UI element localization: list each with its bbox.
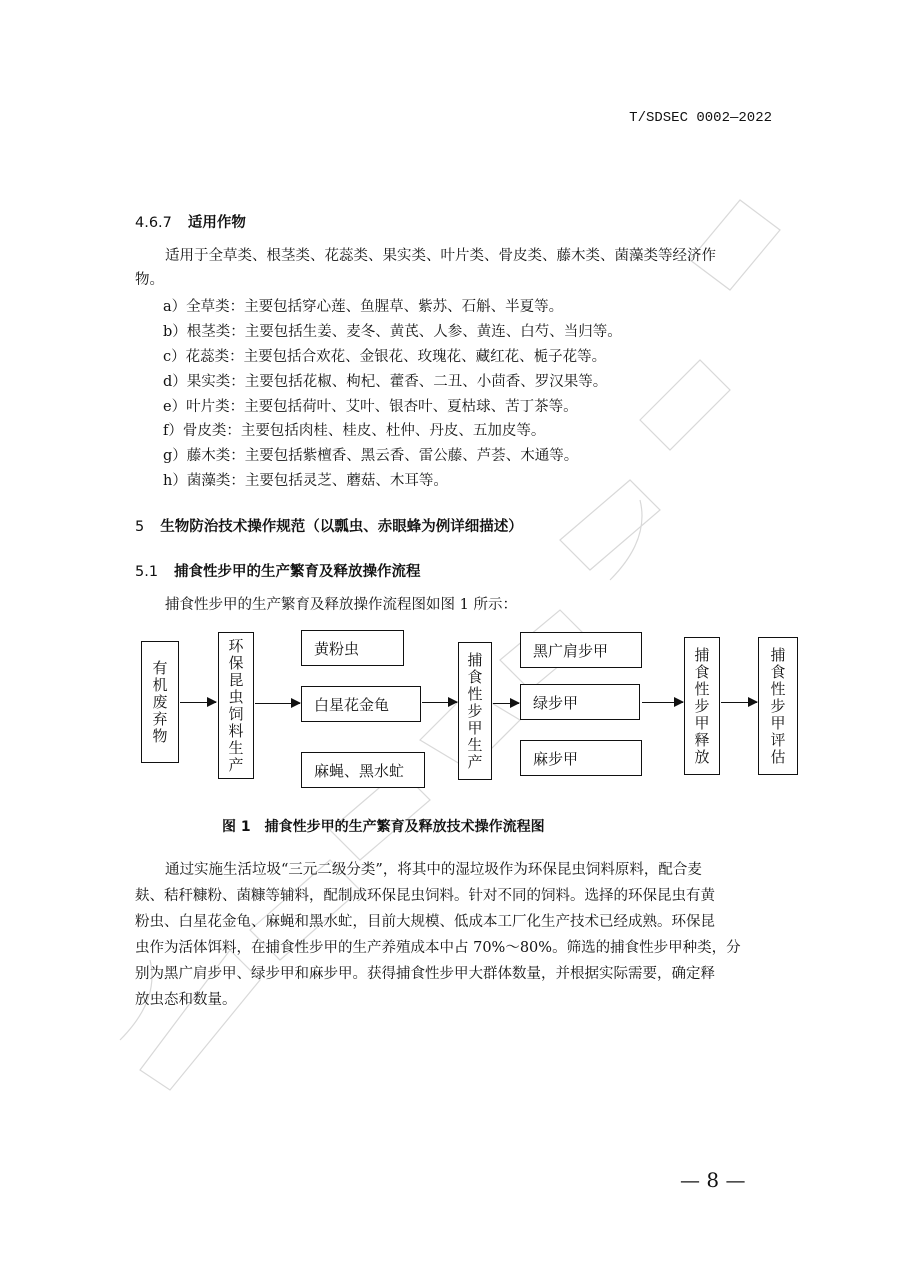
body-line: 粉虫、白星花金龟、麻蝇和黑水虻，目前大规模、低成本工厂化生产技术已经成熟。环保昆 xyxy=(135,914,715,930)
list-item: d）果实类：主要包括花椒、枸杞、藿香、二丑、小茴香、罗汉果等。 xyxy=(163,374,608,390)
body-line: 虫作为活体饵料，在捕食性步甲的生产养殖成本中占 70%～80%。筛选的捕食性步甲种类，分 xyxy=(135,940,741,956)
arrow-waste-to-feed xyxy=(180,702,216,703)
section-title: 生物防治技术操作规范（以瓢虫、赤眼蜂为例详细描述） xyxy=(160,519,523,535)
box-label: 环保昆虫饲料生产 xyxy=(228,636,244,774)
figure-caption: 图 1 捕食性步甲的生产繁育及释放技术操作流程图 xyxy=(222,819,545,835)
arrow-beetle-to-species xyxy=(493,703,519,704)
list-item: b）根茎类：主要包括生姜、麦冬、黄芪、人参、黄连、白芍、当归等。 xyxy=(163,324,622,340)
arrow-species-to-release xyxy=(642,702,683,703)
list-item: f）骨皮类：主要包括肉桂、桂皮、杜仲、丹皮、五加皮等。 xyxy=(163,423,546,439)
section-heading-4-6-7 xyxy=(135,211,246,232)
section-number: 5 xyxy=(135,519,145,535)
feed-production-box xyxy=(218,632,254,779)
flowchart-intro: 捕食性步甲的生产繁育及释放操作流程图如图 1 所示： xyxy=(165,597,517,613)
body-line: 别为黑广肩步甲、绿步甲和麻步甲。获得捕食性步甲大群体数量，并根据实际需要，确定释 xyxy=(135,966,715,982)
list-item: h）菌藻类：主要包括灵芝、蘑菇、木耳等。 xyxy=(163,473,448,489)
box-label: 黑广肩步甲 xyxy=(533,641,609,660)
intro-line-1: 适用于全草类、根茎类、花蕊类、果实类、叶片类、骨皮类、藤木类、菌藻类等经济作 xyxy=(165,248,716,264)
insect-box-mealworm xyxy=(301,630,404,666)
body-line: 麸、秸秆糠粉、菌糠等辅料，配制成环保昆虫饲料。针对不同的饲料。选择的环保昆虫有黄 xyxy=(135,888,715,904)
organic-waste-box xyxy=(141,641,179,763)
beetle-box-green xyxy=(520,684,640,720)
section-number: 5.1 xyxy=(135,564,159,580)
arrow-feed-to-insects xyxy=(255,703,300,704)
arrow-insects-to-beetle xyxy=(422,702,457,703)
list-item: g）藤木类：主要包括紫檀香、黑云香、雷公藤、芦荟、木通等。 xyxy=(163,448,579,464)
body-line: 通过实施生活垃圾“三元二级分类”，将其中的湿垃圾作为环保昆虫饲料原料，配合麦 xyxy=(165,862,702,878)
box-label: 白星花金龟 xyxy=(314,695,390,714)
box-label: 黄粉虫 xyxy=(314,639,360,658)
box-label: 麻蝇、黑水虻 xyxy=(314,761,405,780)
section-heading-5 xyxy=(135,515,523,536)
body-line: 放虫态和数量。 xyxy=(135,992,237,1008)
box-label: 捕食性步甲释放 xyxy=(694,645,710,766)
box-label: 麻步甲 xyxy=(533,749,579,768)
box-label: 捕食性步甲评估 xyxy=(770,645,786,766)
box-label: 有机废弃物 xyxy=(152,658,168,745)
release-box xyxy=(684,637,720,775)
insect-box-fly xyxy=(301,752,425,788)
beetle-production-box xyxy=(458,642,492,780)
beetle-box-black xyxy=(520,632,642,668)
section-number: 4.6.7 xyxy=(135,215,172,231)
evaluation-box xyxy=(758,637,798,775)
section-heading-5-1 xyxy=(135,560,421,581)
list-item: c）花蕊类：主要包括合欢花、金银花、玫瑰花、藏红花、栀子花等。 xyxy=(163,349,607,365)
document-code: T/SDSEC 0002—2022 xyxy=(629,110,772,126)
insect-box-white-star-chafer xyxy=(301,686,421,722)
box-label: 捕食性步甲生产 xyxy=(467,650,483,771)
box-label: 绿步甲 xyxy=(533,693,579,712)
section-title: 适用作物 xyxy=(187,215,246,231)
page-number: — 8 — xyxy=(680,1168,746,1192)
arrow-release-to-evaluation xyxy=(721,702,757,703)
beetle-box-hemp xyxy=(520,740,642,776)
section-title: 捕食性步甲的生产繁育及释放操作流程 xyxy=(174,564,421,580)
list-item: e）叶片类：主要包括荷叶、艾叶、银杏叶、夏枯球、苦丁茶等。 xyxy=(163,399,578,415)
intro-line-2: 物。 xyxy=(135,272,164,288)
list-item: a）全草类：主要包括穿心莲、鱼腥草、紫苏、石斛、半夏等。 xyxy=(163,299,564,315)
